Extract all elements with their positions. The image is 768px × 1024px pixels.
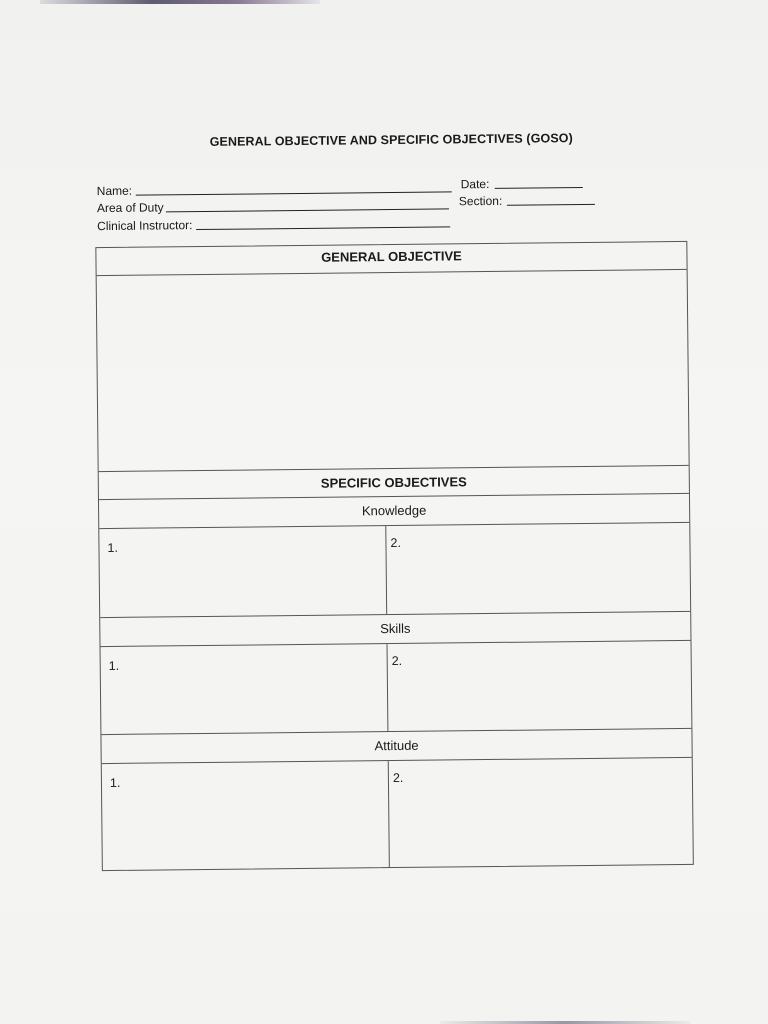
skills-item-1[interactable]: [101, 644, 389, 734]
knowledge-item-2-number: 2.: [390, 535, 401, 551]
general-objective-area[interactable]: [97, 270, 689, 472]
section-label: Section:: [458, 193, 503, 209]
attitude-row: [102, 758, 693, 870]
clinical-instructor-label: Clinical Instructor:: [97, 218, 193, 234]
section-field[interactable]: [459, 193, 595, 208]
attitude-item-2[interactable]: [389, 758, 693, 867]
date-label: Date:: [460, 176, 490, 192]
skills-row: [101, 641, 692, 735]
date-field[interactable]: [461, 176, 583, 191]
area-of-duty-label: Area of Duty: [96, 200, 164, 216]
goso-table: [95, 241, 694, 871]
attitude-item-1-number: 1.: [109, 775, 121, 790]
attitude-item-2-number: 2.: [392, 770, 404, 786]
attitude-item-1[interactable]: [102, 761, 390, 870]
attitude-label: Attitude: [374, 737, 419, 754]
knowledge-row: [99, 523, 690, 618]
name-label: Name:: [96, 183, 133, 199]
general-objective-heading: GENERAL OBJECTIVE: [321, 248, 462, 265]
knowledge-item-2[interactable]: [386, 523, 690, 614]
section-line: [507, 203, 595, 206]
skills-item-2[interactable]: [388, 641, 692, 731]
skills-item-2-number: 2.: [391, 653, 403, 669]
form-title: GENERAL OBJECTIVE AND SPECIFIC OBJECTIVES (GOSO): [209, 131, 573, 149]
name-line: [136, 190, 452, 195]
date-line: [494, 186, 582, 189]
knowledge-label: Knowledge: [361, 502, 427, 519]
knowledge-item-1-number: 1.: [107, 540, 118, 556]
skills-item-1-number: 1.: [108, 658, 120, 673]
knowledge-item-1[interactable]: [99, 526, 387, 617]
specific-objectives-heading: SPECIFIC OBJECTIVES: [320, 474, 467, 491]
skills-label: Skills: [380, 620, 411, 637]
area-of-duty-field[interactable]: [97, 197, 449, 215]
area-of-duty-line: [166, 207, 449, 212]
clinical-instructor-line: [197, 225, 451, 230]
name-field[interactable]: [97, 180, 452, 198]
clinical-instructor-field[interactable]: [97, 215, 451, 233]
